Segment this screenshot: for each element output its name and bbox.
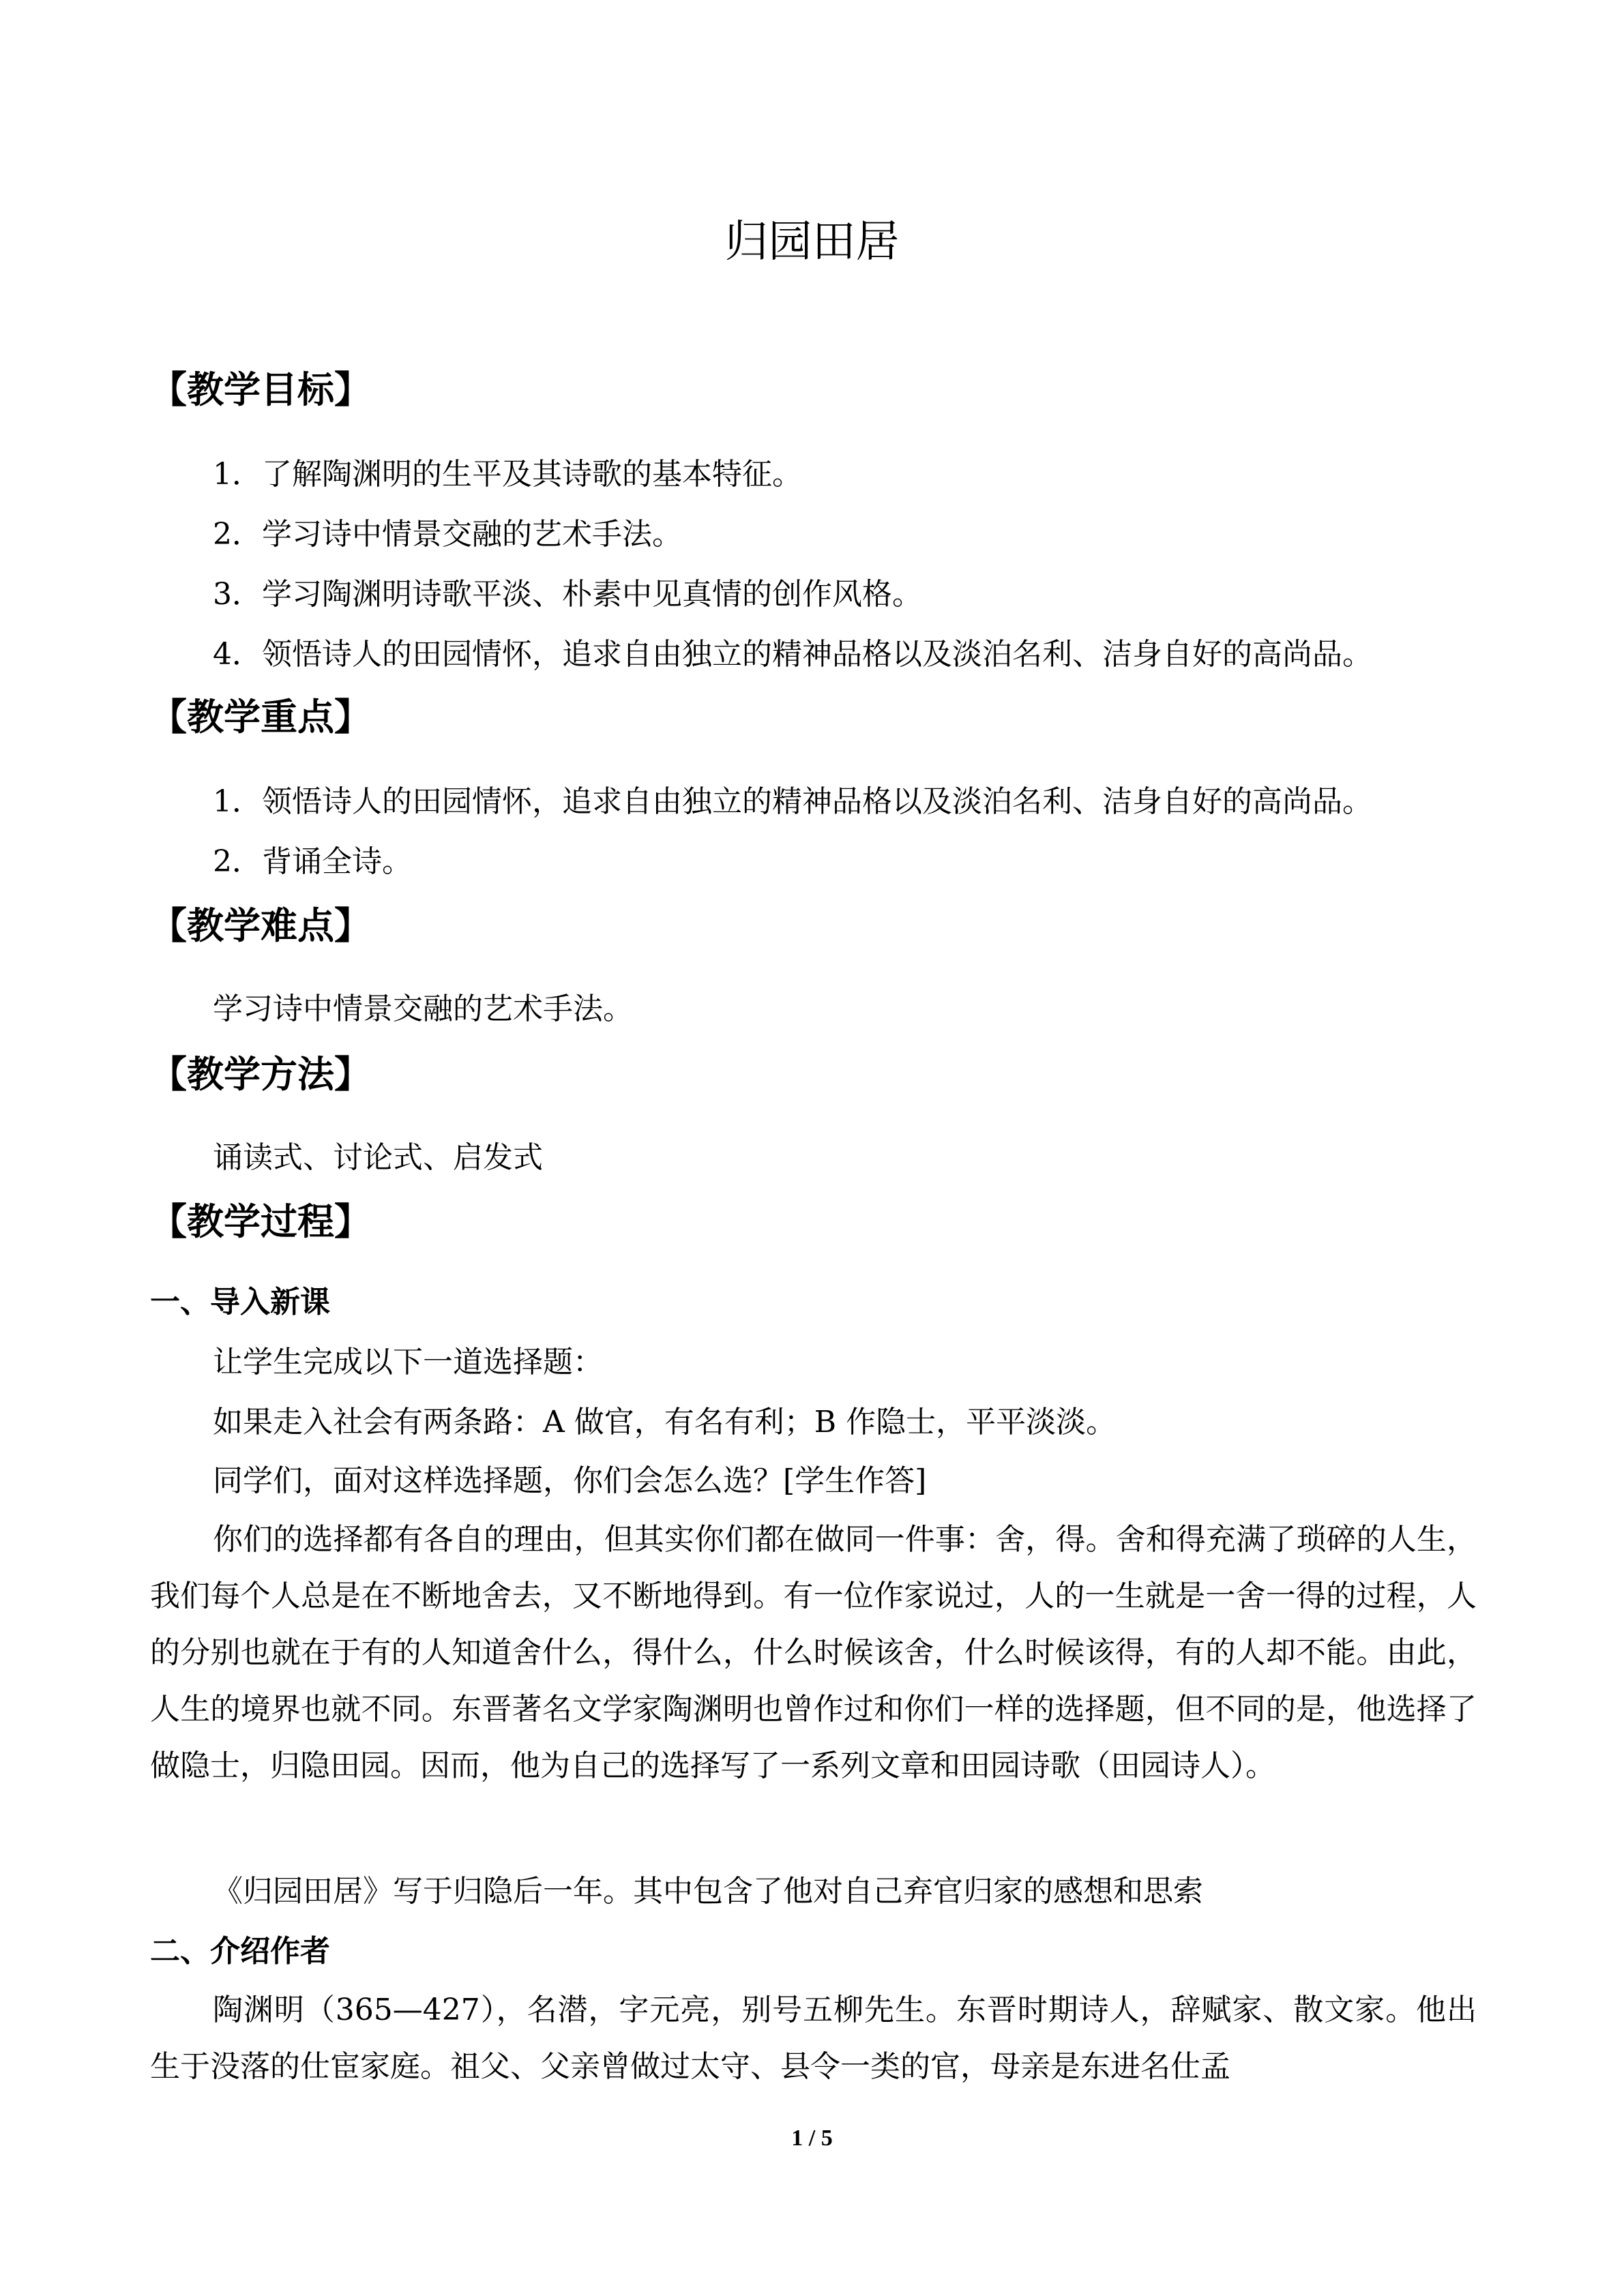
intro-line: 让学生完成以下一道选择题： xyxy=(213,1345,603,1380)
objective-item: 2．学习诗中情景交融的艺术手法。 xyxy=(213,517,682,552)
document-title: 归园田居 xyxy=(724,217,900,267)
intro-closing: 《归园田居》写于归隐后一年。其中包含了他对自己弃官归家的感想和思索 xyxy=(213,1874,1203,1909)
section-heading-difficulties: 【教学难点】 xyxy=(150,904,371,947)
key-point-item: 1．领悟诗人的田园情怀，追求自由独立的精神品格以及淡泊名利、洁身自好的高尚品。 xyxy=(213,784,1372,819)
intro-line: 同学们，面对这样选择题，你们会怎么选？[学生作答] xyxy=(213,1463,927,1498)
section-heading-methods: 【教学方法】 xyxy=(150,1053,371,1096)
subheading-author: 二、介绍作者 xyxy=(150,1934,330,1969)
subheading-introduction: 一、导入新课 xyxy=(150,1285,330,1320)
objective-item: 3．学习陶渊明诗歌平淡、朴素中见真情的创作风格。 xyxy=(213,577,922,612)
section-heading-objectives: 【教学目标】 xyxy=(150,368,371,411)
section-heading-key-points: 【教学重点】 xyxy=(150,696,371,739)
key-point-item: 2．背诵全诗。 xyxy=(213,844,412,879)
author-paragraph: 陶渊明（365—427），名潜，字元亮，别号五柳先生。东晋时期诗人，辞赋家、散文家。他出生于没落的仕宦家庭。祖父、父亲曾做过太守、县令一类的官，母亲是东进名仕孟 xyxy=(150,1993,1477,2084)
intro-paragraph: 你们的选择都有各自的理由，但其实你们都在做同一件事：舍，得。舍和得充满了琐碎的人生，我们每个人总是在不断地舍去，又不断地得到。有一位作家说过，人的一生就是一舍一得的过程，人的分别也就在于有的人知道舍什么，得什么，什么时候该舍，什么时候该得，有的人却不能。由此，人生的境界也就不同。东晋著名文学家陶渊明也曾作过和你们一样的选择题，但不同的是，他选择了做隐士，归隐田园。因而，他为自己的选择写了一系列文章和田园诗歌（田园诗人）。 xyxy=(150,1522,1477,1783)
difficulties-text: 学习诗中情景交融的艺术手法。 xyxy=(213,992,633,1026)
section-heading-process: 【教学过程】 xyxy=(150,1200,371,1243)
objective-item: 1．了解陶渊明的生平及其诗歌的基本特征。 xyxy=(213,457,802,492)
page-number: 1 / 5 xyxy=(791,2126,833,2151)
objective-item: 4．领悟诗人的田园情怀，追求自由独立的精神品格以及淡泊名利、洁身自好的高尚品。 xyxy=(213,637,1372,672)
methods-text: 诵读式、讨论式、启发式 xyxy=(213,1140,543,1175)
intro-line: 如果走入社会有两条路：A 做官，有名有利；B 作隐士，平平淡淡。 xyxy=(213,1405,1117,1440)
